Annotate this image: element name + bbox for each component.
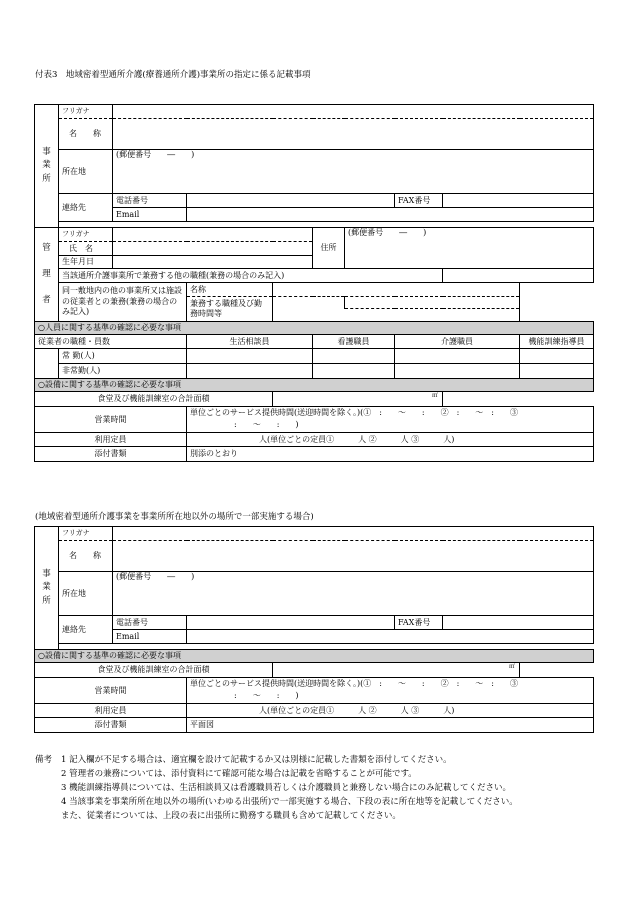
main-form-table [34, 104, 594, 462]
manager-furigana-label: フリガナ [59, 228, 113, 242]
manager-address-input[interactable] [345, 228, 594, 269]
address-label: 所在地 [59, 150, 113, 194]
attachments-value: 別添のとおり [187, 447, 594, 462]
fax-input[interactable] [443, 194, 594, 208]
name-input[interactable] [113, 119, 594, 150]
care-staff-header: 介護職員 [395, 335, 520, 349]
parttime-nursing-input[interactable] [313, 364, 395, 379]
manager-name-label: 氏 名 [59, 242, 113, 256]
capacity-input[interactable]: 人(単位ごとの定員① 人 ② 人 ③ 人) [187, 433, 594, 447]
branch-floor-area-blank [520, 663, 594, 678]
other-facility-concurrent-label: 同一敷地内の他の事業所又は施設の従業者との兼務(兼務の場合のみ記入) [59, 283, 187, 322]
branch-facility-section-header: ○設備に関する基準の確認に必要な事項 [35, 650, 594, 663]
concurrent-position-input-2[interactable] [345, 297, 520, 309]
page-title: 付表3 地域密着型通所介護(療養通所介護)事業所の指定に係る記載事項 [35, 70, 311, 80]
branch-fax-label: FAX番号 [395, 616, 443, 630]
concurrent-facility-name-label: 名称 [187, 283, 273, 297]
concurrent-position-input-1[interactable] [273, 297, 345, 309]
fulltime-trainer-input[interactable] [520, 349, 594, 364]
fulltime-care-input[interactable] [395, 349, 520, 364]
concurrent-duty-input[interactable] [443, 269, 594, 283]
branch-name-label: 名 称 [59, 541, 113, 572]
notes-label: 備考 [35, 755, 53, 765]
floor-area-input[interactable] [273, 392, 443, 407]
branch-service-hours-text-cont: : 〜 : ) [234, 691, 299, 700]
staffing-section-header: ○人員に関する基準の確認に必要な事項 [35, 322, 594, 335]
branch-capacity-input[interactable]: 人(単位ごとの定員① 人 ② 人 ③ 人) [187, 704, 594, 718]
note-item: 3 機能訓練指導員については、生活相談員又は看護職員若しくは介護職員と兼務しない場合にのみ記載してください。 [61, 783, 511, 793]
postal-code-label: (郵便番号 ― ) [116, 150, 195, 159]
branch-furigana-label: フリガナ [59, 527, 113, 541]
floor-area-blank [443, 392, 594, 407]
business-hours-label: 営業時間 [35, 407, 187, 433]
branch-email-label: Email [113, 630, 187, 644]
furigana-input[interactable] [113, 105, 594, 119]
life-counselor-header: 生活相談員 [187, 335, 313, 349]
attachments-label: 添付書類 [35, 447, 187, 462]
parttime-care-input[interactable] [395, 364, 520, 379]
branch-floor-area-label: 食堂及び機能訓練室の合計面積 [35, 663, 273, 678]
manager-birthdate-label: 生年月日 [59, 256, 113, 269]
branch-floor-area-input[interactable] [273, 663, 520, 678]
branch-name-input[interactable] [113, 541, 594, 572]
functional-trainer-header: 機能訓練指導員 [520, 335, 594, 349]
address-input[interactable] [113, 150, 594, 194]
furigana-label: フリガナ [59, 105, 113, 119]
email-input[interactable] [187, 208, 594, 222]
email-label: Email [113, 208, 187, 222]
manager-address-label: 住所 [313, 228, 345, 269]
note-item-continued: また、従業者については、上段の表に出張所に勤務する職員も含めて記載してください。 [61, 811, 401, 821]
branch-furigana-input[interactable] [113, 527, 594, 541]
note-item: 2 管理者の兼務については、添付資料にて確認可能な場合は記載を省略することが可能です。 [61, 769, 417, 779]
branch-section-label-jigyosho: 事 業 所 [35, 527, 59, 650]
section-label-jigyosho: 事 業 所 [35, 105, 59, 228]
branch-address-input[interactable] [113, 572, 594, 616]
branch-form-table [34, 526, 594, 733]
staff-indent [35, 349, 59, 364]
note-item: 4 当該事業を事業所所在地以外の場所(いわゆる出張所)で一部実施する場合、下段の表に所在地等を記載してください。 [61, 797, 518, 807]
floor-area-label: 食堂及び機能訓練室の合計面積 [35, 392, 273, 407]
service-hours-text: 単位ごとのサービス提供時間(送迎時間を除く。)(① : 〜 : ② : 〜 : ③ [190, 408, 518, 417]
branch-postal-code-label: (郵便番号 ― ) [116, 572, 195, 581]
nursing-staff-header: 看護職員 [313, 335, 395, 349]
concurrent-position-label: 兼務する職種及び勤務時間等 [187, 297, 273, 322]
parttime-trainer-input[interactable] [520, 364, 594, 379]
phone-input[interactable] [187, 194, 395, 208]
square-meter-unit: ㎡ [431, 392, 438, 399]
fulltime-life-counselor-input[interactable] [187, 349, 313, 364]
secondary-title: (地域密着型通所介護事業を事業所所在地以外の場所で一部実施する場合) [35, 512, 314, 522]
parttime-life-counselor-input[interactable] [187, 364, 313, 379]
square-meter-unit: ㎡ [508, 663, 515, 670]
branch-business-hours-label: 営業時間 [35, 678, 187, 704]
note-item: 1 記入欄が不足する場合は、適宜欄を設けて記載するか又は別様に記載した書類を添付してください。 [61, 755, 452, 765]
contact-label: 連絡先 [59, 194, 113, 222]
branch-fax-input[interactable] [443, 616, 594, 630]
branch-email-input[interactable] [187, 630, 594, 644]
branch-address-label: 所在地 [59, 572, 113, 616]
name-label: 名 称 [59, 119, 113, 150]
manager-birthdate-input[interactable] [113, 256, 313, 269]
fulltime-label: 常 勤(人) [59, 349, 187, 364]
branch-business-hours-input[interactable] [187, 678, 594, 704]
staff-count-label: 従業者の職種・員数 [35, 335, 187, 349]
concurrent-facility-name-input[interactable] [273, 283, 520, 297]
capacity-label: 利用定員 [35, 433, 187, 447]
branch-attachments-value: 平面図 [187, 718, 594, 733]
concurrent-position-input-3[interactable] [273, 309, 520, 322]
branch-contact-label: 連絡先 [59, 616, 113, 644]
business-hours-input[interactable] [187, 407, 594, 433]
section-label-kanrisha: 管 理 者 [35, 228, 59, 322]
branch-attachments-label: 添付書類 [35, 718, 187, 733]
phone-label: 電話番号 [113, 194, 187, 208]
concurrent-duty-label: 当該通所介護事業所で兼務する他の職種(兼務の場合のみ記入) [59, 269, 443, 283]
manager-name-input[interactable] [113, 242, 313, 256]
manager-furigana-input[interactable] [113, 228, 313, 242]
notes [35, 753, 518, 823]
facility-section-header: ○設備に関する基準の確認に必要な事項 [35, 379, 594, 392]
service-hours-text-cont: : 〜 : ) [234, 420, 299, 429]
branch-capacity-label: 利用定員 [35, 704, 187, 718]
branch-service-hours-text: 単位ごとのサービス提供時間(送迎時間を除く。)(① : 〜 : ② : 〜 : ③ [190, 679, 518, 688]
branch-phone-label: 電話番号 [113, 616, 187, 630]
parttime-label: 非常勤(人) [59, 364, 187, 379]
fulltime-nursing-input[interactable] [313, 349, 395, 364]
branch-phone-input[interactable] [187, 616, 395, 630]
manager-postal-code-label: (郵便番号 ― ) [348, 228, 427, 237]
fax-label: FAX番号 [395, 194, 443, 208]
staff-indent [35, 364, 59, 379]
